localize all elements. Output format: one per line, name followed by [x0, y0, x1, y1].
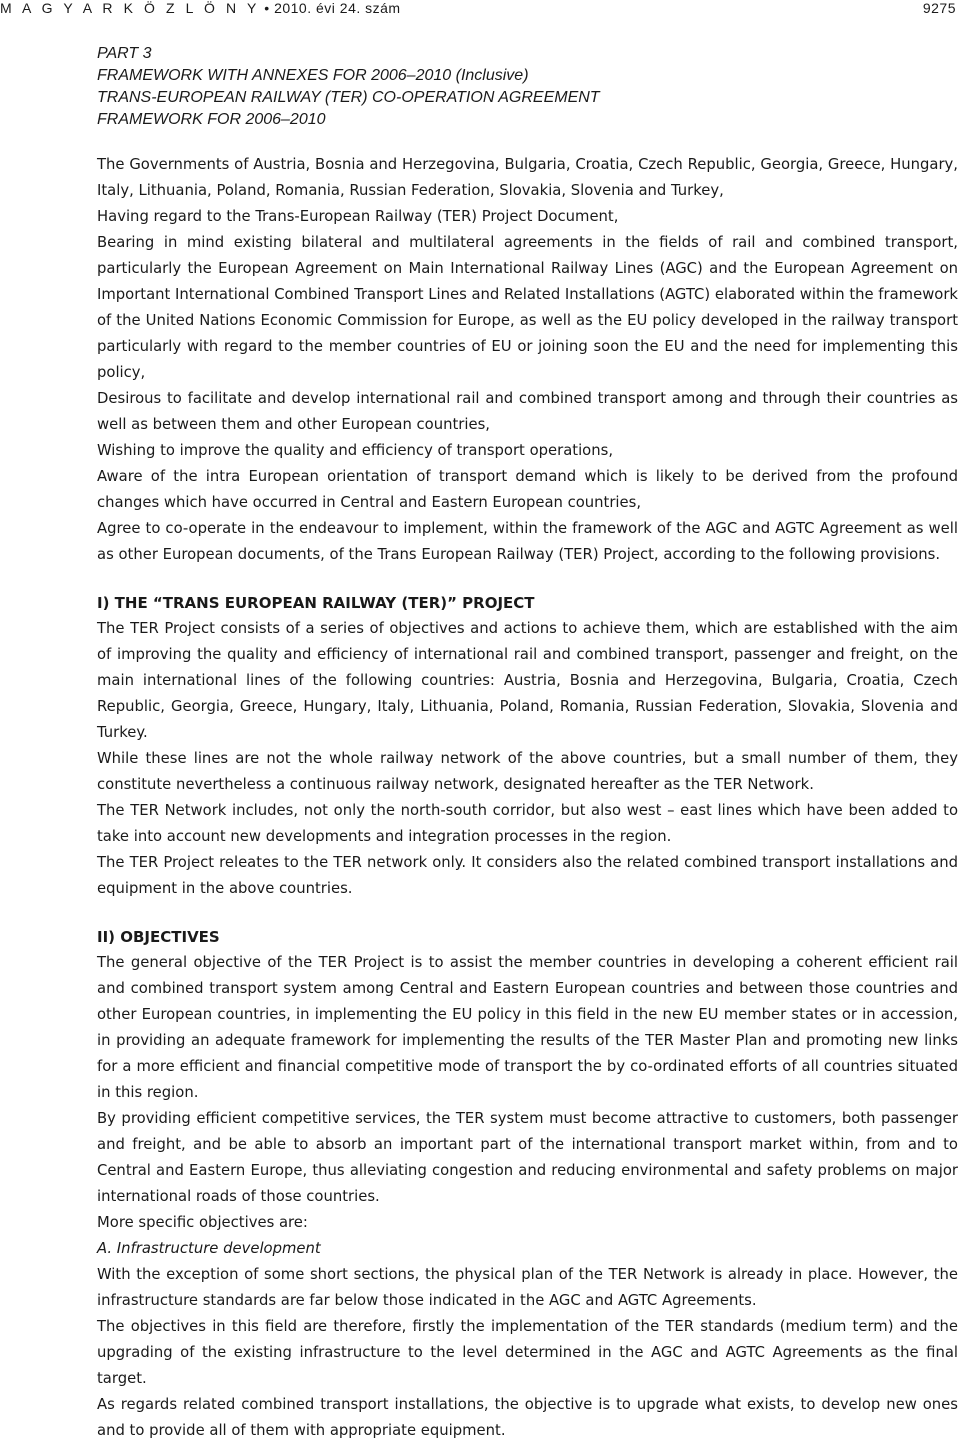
section-paragraph: The general objective of the TER Project is to assist the member countries in developing a coherent efficient rail and combined transport system among Central and Eastern European countries and between those countries and other European countries, in implementing the EU policy in this field in the new EU member states or in accession, in providing an adequate framework for implementing the results of the TER Master Plan and promoting new links for a more efficient and financial competitive mode of transport the by co-ordinated efforts of all countries situated in this region.: [97, 954, 958, 1101]
section-paragraph: By providing efficient competitive services, the TER system must become attractive to customers, both passenger and freight, and be able to absorb an important part of the international transport market within, from and to Central and Eastern Europe, thus alleviating congestion and reducing environmental and safety problems on major international roads of those countries.: [97, 1110, 958, 1205]
section-paragraph: The TER Network includes, not only the north-south corridor, but also west – east lines which have been added to take into account new developments and integration processes in the region.: [97, 802, 958, 845]
title-line: FRAMEWORK FOR 2006–2010: [97, 111, 326, 128]
section-ter-project: [97, 590, 958, 902]
section-heading: I) THE “TRANS EUROPEAN RAILWAY (TER)” PROJECT: [97, 594, 535, 612]
section-paragraph: More specific objectives are:: [97, 1214, 308, 1231]
preamble-paragraph: Agree to co-operate in the endeavour to implement, within the framework of the AGC and AGTC Agreement as well as other European documents, of the Trans European Railway (TER) Project, according to the following provisions.: [97, 520, 958, 563]
section-heading: II) OBJECTIVES: [97, 928, 220, 946]
preamble-paragraph: Having regard to the Trans-European Railway (TER) Project Document,: [97, 208, 619, 225]
subsection-heading: A. Infrastructure development: [97, 1240, 321, 1257]
preamble-paragraph: Bearing in mind existing bilateral and multilateral agreements in the fields of rail and combined transport, particularly the European Agreement on Main International Railway Lines (AGC) and the European Agreement on Important International Combined Transport Lines and Related Installations (AGTC) elaborated within the framework of the United Nations Economic Commission for Europe, as well as the EU policy developed in the railway transport particularly with regard to the member countries of EU or joining soon the EU and the need for implementing this policy,: [97, 234, 958, 381]
section-paragraph: The objectives in this field are therefore, firstly the implementation of the TER standards (medium term) and the upgrading of the existing infrastructure to the level determined in the AGC and AGTC Agreements as the final target.: [97, 1318, 958, 1387]
title-line: PART 3: [97, 45, 152, 62]
running-header: [0, 0, 960, 20]
journal-name: M A G Y A R K Ö Z L Ö N Y: [0, 0, 260, 16]
preamble: [97, 152, 958, 568]
section-paragraph: While these lines are not the whole railway network of the above countries, but a small number of them, they constitute nevertheless a continuous railway network, designated hereafter as the TER Network.: [97, 750, 958, 793]
section-objectives: [97, 924, 958, 1444]
page-number: 9275: [922, 0, 956, 16]
preamble-paragraph: Desirous to facilitate and develop international rail and combined transport among and through their countries as well as between them and other European countries,: [97, 390, 958, 433]
header-left: [0, 0, 401, 16]
document-title: [97, 43, 958, 131]
preamble-paragraph: Wishing to improve the quality and efficiency of transport operations,: [97, 442, 614, 459]
issue-label: 2010. évi 24. szám: [274, 0, 401, 16]
page-body: [97, 43, 958, 1444]
title-line: FRAMEWORK WITH ANNEXES FOR 2006–2010 (Inclusive): [97, 67, 529, 84]
section-paragraph: The TER Project releates to the TER network only. It considers also the related combined transport installations and equipment in the above countries.: [97, 854, 958, 897]
title-line: TRANS-EUROPEAN RAILWAY (TER) CO-OPERATION AGREEMENT: [97, 89, 600, 106]
preamble-paragraph: Aware of the intra European orientation of transport demand which is likely to be derived from the profound changes which have occurred in Central and Eastern European countries,: [97, 468, 958, 511]
section-paragraph: With the exception of some short sections, the physical plan of the TER Network is already in place. However, the infrastructure standards are far below those indicated in the AGC and AGTC Agreements.: [97, 1266, 958, 1309]
header-bullet: •: [264, 0, 270, 16]
section-paragraph: As regards related combined transport installations, the objective is to upgrade what exists, to develop new ones and to provide all of them with appropriate equipment.: [97, 1396, 958, 1439]
preamble-paragraph: The Governments of Austria, Bosnia and Herzegovina, Bulgaria, Croatia, Czech Republic, Georgia, Greece, Hungary, Italy, Lithuania, Poland, Romania, Russian Federation, Slovakia, Slovenia and Turkey,: [97, 156, 958, 199]
section-paragraph: The TER Project consists of a series of objectives and actions to achieve them, which are established with the aim of improving the quality and efficiency of international rail and combined transport, passenger and freight, on the main international lines of the following countries: Austria, Bosnia and Herzegovina, Bulgaria, Croatia, Czech Republic, Georgia, Greece, Hungary, Italy, Lithuania, Poland, Romania, Russian Federation, Slovakia, Slovenia and Turkey.: [97, 620, 958, 741]
